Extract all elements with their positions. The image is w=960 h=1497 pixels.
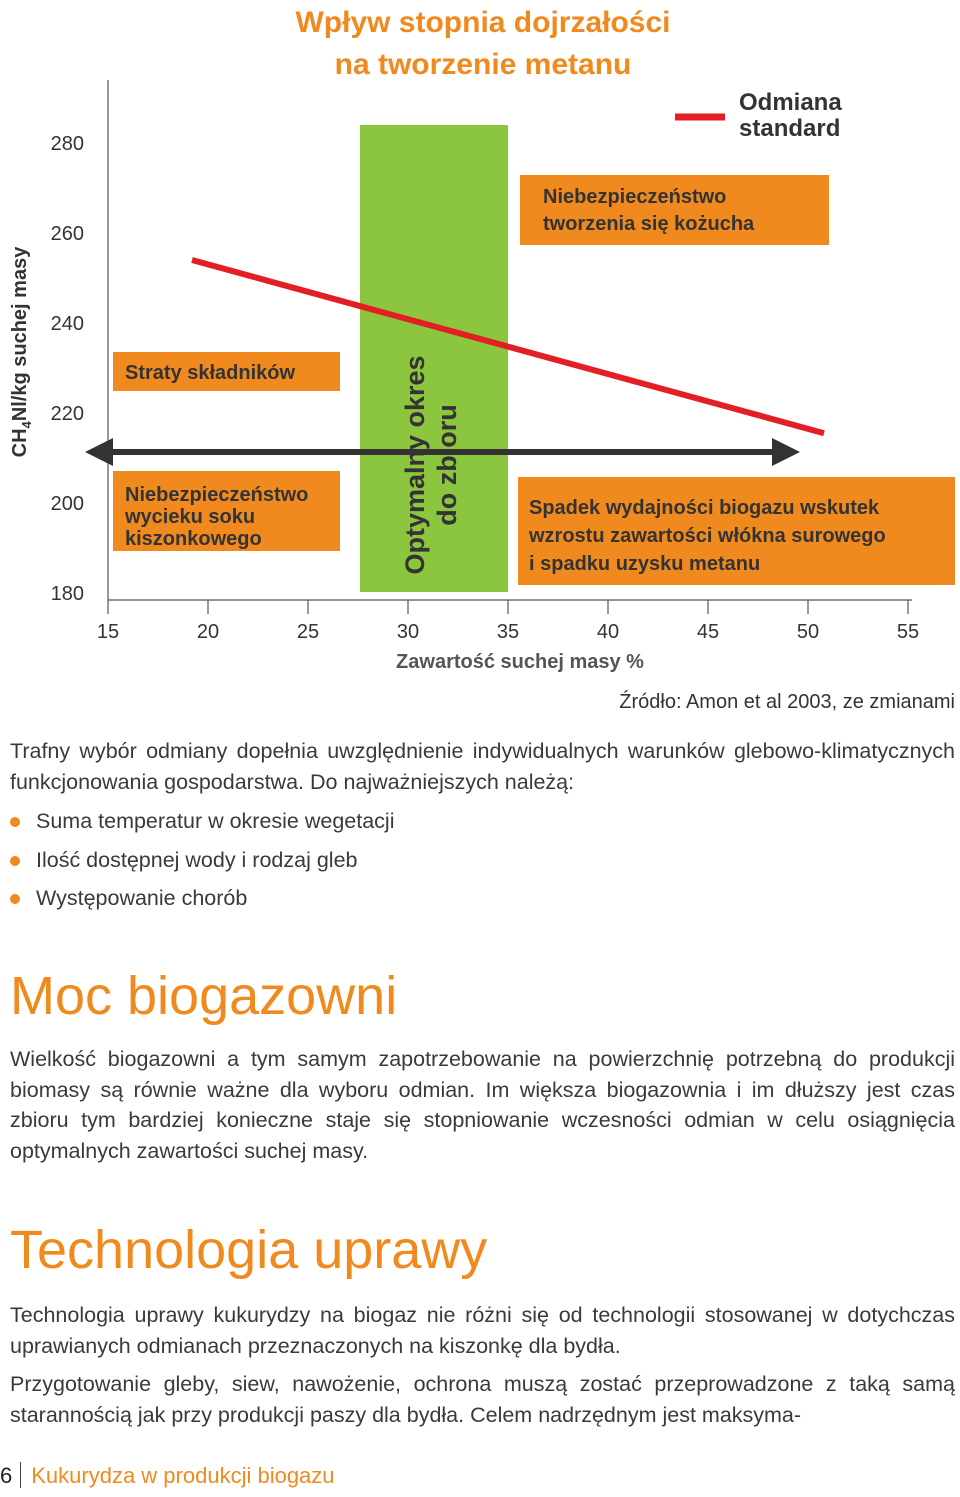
range-arrow-right-head — [772, 438, 800, 466]
intro-paragraph: Trafny wybór odmiany dopełnia uwzględnienie indywidualnych warunków glebowo-klimatycznych funkcjonowania gospodarstwa. Do najważniejszych należą: — [10, 739, 955, 794]
decline-box-line-1: Spadek wydajności biogazu wskutek — [529, 497, 880, 519]
bullet-icon — [10, 856, 20, 866]
x-tick-label: 40 — [596, 621, 620, 643]
cultivation-paragraph-1: Technologia uprawy kukurydzy na biogaz nie różni się od technologii stosowanej w dotychczas uprawianych odmianach przeznaczonych na kiszonkę dla bydła. — [10, 1303, 955, 1358]
factor-list — [10, 802, 395, 918]
silage-juice-box-line-2: wycieku soku — [125, 506, 256, 528]
crust-box-line-2: tworzenia się kożucha — [543, 213, 755, 235]
x-axis-label: Zawartość suchej masy % — [396, 651, 644, 673]
chart-source: Źródło: Amon et al 2003, ze zmianami — [619, 691, 955, 713]
section-heading-biogas-power: Moc biogazowni — [10, 966, 398, 1026]
legend-label-line-2: standard — [739, 115, 841, 142]
biogas-power-paragraph: Wielkość biogazowni a tym samym zapotrzebowanie na powierzchnię potrzebną do produkcji biomasy są równie ważne dla wyboru odmian. Im większa biogazownia i im dłuższy jest czas zbioru tym bardziej konieczne staje się stopniowanie wczesności odmian w celu osiągnięcia optymalnych zawartości suchej masy. — [10, 1047, 955, 1163]
chart-title-line-1: Wpływ stopnia dojrzałości — [295, 6, 671, 39]
footer-divider — [20, 1462, 21, 1488]
cultivation-paragraph-2: Przygotowanie gleby, siew, nawożenie, ochrona muszą zostać przeprowadzone z taką samą starannością jak przy produkcji paszy dla bydła. Celem nadrzędnym jest maksyma- — [10, 1372, 955, 1427]
chart-title-line-2: na tworzenie metanu — [334, 48, 632, 81]
range-arrow-left-head — [85, 438, 113, 466]
optimal-period-label-line-2: do zbioru — [432, 404, 462, 526]
list-item — [10, 879, 395, 918]
y-tick-label: 240 — [50, 313, 84, 335]
x-tick-label: 55 — [896, 621, 920, 643]
y-axis-label: $CH_4Nl/kg$ suchej masy — [9, 246, 34, 458]
legend-label-line-1: Odmiana — [739, 89, 842, 116]
decline-box-line-3: i spadku uzysku metanu — [529, 553, 761, 575]
y-tick-label: 220 — [50, 403, 84, 425]
bullet-icon — [10, 894, 20, 904]
silage-juice-box-line-1: Niebezpieczeństwo — [125, 484, 309, 506]
y-tick-label: 280 — [50, 133, 84, 155]
y-tick-label: 180 — [50, 583, 84, 605]
losses-box-text: Straty składników — [125, 362, 296, 384]
page-footer — [0, 1462, 335, 1490]
x-tick-label: 30 — [396, 621, 420, 643]
x-tick-label: 25 — [296, 621, 320, 643]
list-item-text: Ilość dostępnej wody i rodzaj gleb — [36, 847, 358, 872]
y-tick-label: 260 — [50, 223, 84, 245]
x-tick-label: 20 — [196, 621, 220, 643]
footer-title: Kukurydza w produkcji biogazu — [31, 1463, 335, 1488]
y-ticks — [51, 133, 84, 605]
x-tick-label: 50 — [796, 621, 820, 643]
section-heading-cultivation: Technologia uprawy — [10, 1220, 488, 1280]
list-item-text: Suma temperatur w okresie wegetacji — [36, 809, 395, 833]
optimal-period-label-line-1: Optymalny okres — [400, 355, 430, 575]
list-item-text: Występowanie chorób — [36, 886, 248, 910]
y-tick-label: 200 — [50, 493, 84, 515]
list-item — [10, 841, 395, 880]
methane-chart — [0, 0, 960, 720]
x-tick-label: 15 — [96, 621, 120, 643]
decline-box-line-2: wzrostu zawartości włókna surowego — [529, 525, 886, 547]
crust-box-line-1: Niebezpieczeństwo — [543, 186, 727, 208]
list-item — [10, 802, 395, 841]
x-tick-label: 45 — [696, 621, 720, 643]
bullet-icon — [10, 817, 20, 827]
x-ticks — [97, 600, 919, 643]
silage-juice-box-line-3: kiszonkowego — [125, 528, 262, 550]
x-tick-label: 35 — [496, 621, 520, 643]
page-number: 6 — [0, 1463, 13, 1488]
